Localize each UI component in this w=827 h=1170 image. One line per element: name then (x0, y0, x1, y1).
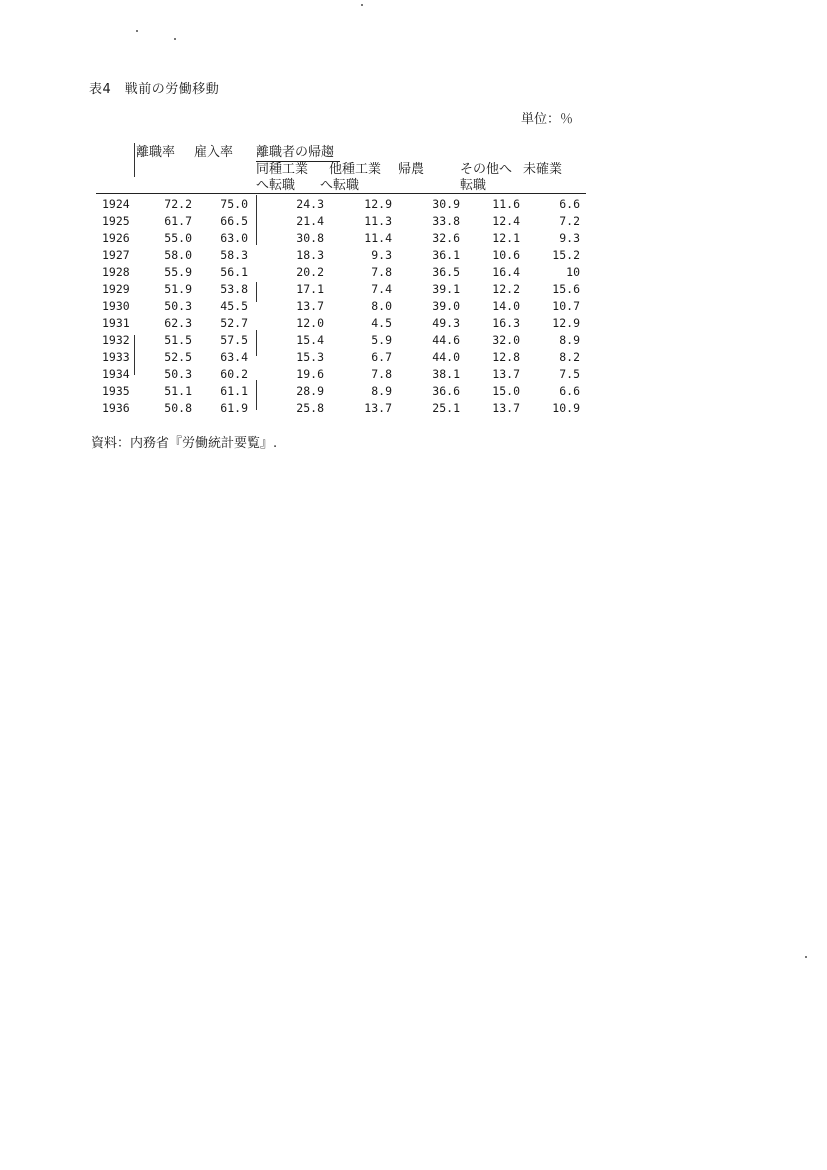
return-farm-cell: 25.1 (432, 401, 460, 415)
header-other-industry-line2: へ転職 (320, 178, 360, 193)
table-row (96, 297, 596, 314)
unit-label: 単位：％ (521, 112, 574, 127)
hiring-rate-cell: 61.9 (220, 401, 248, 415)
same-industry-cell: 12.0 (296, 316, 324, 330)
return-farm-cell: 44.6 (432, 333, 460, 347)
hiring-rate-cell: 75.0 (220, 197, 248, 211)
scan-speck (805, 956, 807, 958)
same-industry-cell: 19.6 (296, 367, 324, 381)
other-industry-cell: 11.4 (364, 231, 392, 245)
table-row (96, 314, 596, 331)
other-job-cell: 12.1 (492, 231, 520, 245)
table-row (96, 246, 596, 263)
hiring-rate-cell: 63.4 (220, 350, 248, 364)
header-same-industry-line2: へ転職 (256, 178, 296, 193)
year-cell: 1929 (102, 282, 130, 296)
return-farm-cell: 36.1 (432, 248, 460, 262)
other-industry-cell: 9.3 (371, 248, 392, 262)
header-separation-rate: 離職率 (136, 145, 176, 160)
scan-speck (361, 4, 363, 6)
same-industry-cell: 15.4 (296, 333, 324, 347)
other-industry-cell: 7.8 (371, 367, 392, 381)
other-job-cell: 14.0 (492, 299, 520, 313)
other-job-cell: 10.6 (492, 248, 520, 262)
table-row (96, 280, 596, 297)
header-other-job-line2: 転職 (460, 178, 487, 193)
data-table (96, 195, 596, 416)
same-industry-cell: 28.9 (296, 384, 324, 398)
other-industry-cell: 4.5 (371, 316, 392, 330)
table-row (96, 399, 596, 416)
same-industry-cell: 13.7 (296, 299, 324, 313)
unknown-cell: 7.2 (559, 214, 580, 228)
header-other-job: その他へ (460, 162, 513, 177)
other-job-cell: 11.6 (492, 197, 520, 211)
other-job-cell: 12.8 (492, 350, 520, 364)
table-row (96, 331, 596, 348)
unknown-cell: 15.2 (552, 248, 580, 262)
unknown-cell: 8.2 (559, 350, 580, 364)
header-rule (96, 193, 586, 194)
hiring-rate-cell: 57.5 (220, 333, 248, 347)
other-industry-cell: 13.7 (364, 401, 392, 415)
header-other-industry: 他種工業 (329, 162, 382, 177)
hiring-rate-cell: 63.0 (220, 231, 248, 245)
table-row (96, 229, 596, 246)
hiring-rate-cell: 45.5 (220, 299, 248, 313)
return-farm-cell: 44.0 (432, 350, 460, 364)
separation-rate-cell: 50.3 (164, 299, 192, 313)
other-job-cell: 32.0 (492, 333, 520, 347)
year-cell: 1928 (102, 265, 130, 279)
unknown-cell: 10 (566, 265, 580, 279)
same-industry-cell: 20.2 (296, 265, 324, 279)
source-note: 資料：内務省『労働統計要覧』. (91, 436, 278, 451)
separation-rate-cell: 62.3 (164, 316, 192, 330)
unknown-cell: 10.7 (552, 299, 580, 313)
same-industry-cell: 24.3 (296, 197, 324, 211)
hiring-rate-cell: 56.1 (220, 265, 248, 279)
return-farm-cell: 49.3 (432, 316, 460, 330)
return-farm-cell: 33.8 (432, 214, 460, 228)
unknown-cell: 15.6 (552, 282, 580, 296)
unknown-cell: 8.9 (559, 333, 580, 347)
scan-speck (174, 38, 176, 40)
other-industry-cell: 8.9 (371, 384, 392, 398)
unknown-cell: 6.6 (559, 384, 580, 398)
header-return-farm: 帰農 (398, 162, 425, 177)
separation-rate-cell: 52.5 (164, 350, 192, 364)
hiring-rate-cell: 61.1 (220, 384, 248, 398)
separation-rate-cell: 55.0 (164, 231, 192, 245)
hiring-rate-cell: 58.3 (220, 248, 248, 262)
table-row (96, 212, 596, 229)
year-cell: 1927 (102, 248, 130, 262)
other-industry-cell: 7.4 (371, 282, 392, 296)
return-farm-cell: 39.1 (432, 282, 460, 296)
header-same-industry: 同種工業 (256, 162, 309, 177)
other-job-cell: 13.7 (492, 401, 520, 415)
hiring-rate-cell: 66.5 (220, 214, 248, 228)
header-destination-group: 離職者の帰趨 (256, 145, 335, 160)
year-cell: 1935 (102, 384, 130, 398)
other-job-cell: 16.4 (492, 265, 520, 279)
return-farm-cell: 36.5 (432, 265, 460, 279)
separation-rate-cell: 50.8 (164, 401, 192, 415)
other-industry-cell: 5.9 (371, 333, 392, 347)
other-industry-cell: 6.7 (371, 350, 392, 364)
other-job-cell: 13.7 (492, 367, 520, 381)
other-job-cell: 16.3 (492, 316, 520, 330)
same-industry-cell: 25.8 (296, 401, 324, 415)
other-job-cell: 12.2 (492, 282, 520, 296)
year-cell: 1933 (102, 350, 130, 364)
separation-rate-cell: 55.9 (164, 265, 192, 279)
year-cell: 1934 (102, 367, 130, 381)
other-industry-cell: 7.8 (371, 265, 392, 279)
unknown-cell: 6.6 (559, 197, 580, 211)
table-row (96, 382, 596, 399)
year-cell: 1931 (102, 316, 130, 330)
scan-speck (136, 30, 138, 32)
group-underline (256, 161, 340, 162)
hiring-rate-cell: 53.8 (220, 282, 248, 296)
year-cell: 1930 (102, 299, 130, 313)
table-title: 表4 戦前の労働移動 (89, 82, 220, 97)
separation-rate-cell: 61.7 (164, 214, 192, 228)
separation-rate-cell: 50.3 (164, 367, 192, 381)
same-industry-cell: 30.8 (296, 231, 324, 245)
year-cell: 1926 (102, 231, 130, 245)
separation-rate-cell: 51.1 (164, 384, 192, 398)
header-hiring-rate: 雇入率 (194, 145, 234, 160)
column-divider (134, 143, 135, 177)
same-industry-cell: 17.1 (296, 282, 324, 296)
separation-rate-cell: 51.9 (164, 282, 192, 296)
return-farm-cell: 38.1 (432, 367, 460, 381)
hiring-rate-cell: 52.7 (220, 316, 248, 330)
return-farm-cell: 30.9 (432, 197, 460, 211)
year-cell: 1932 (102, 333, 130, 347)
return-farm-cell: 39.0 (432, 299, 460, 313)
return-farm-cell: 32.6 (432, 231, 460, 245)
separation-rate-cell: 58.0 (164, 248, 192, 262)
hiring-rate-cell: 60.2 (220, 367, 248, 381)
other-industry-cell: 11.3 (364, 214, 392, 228)
separation-rate-cell: 51.5 (164, 333, 192, 347)
unknown-cell: 10.9 (552, 401, 580, 415)
other-industry-cell: 8.0 (371, 299, 392, 313)
table-row (96, 365, 596, 382)
other-job-cell: 15.0 (492, 384, 520, 398)
year-cell: 1936 (102, 401, 130, 415)
unknown-cell: 9.3 (559, 231, 580, 245)
unknown-cell: 7.5 (559, 367, 580, 381)
year-cell: 1925 (102, 214, 130, 228)
return-farm-cell: 36.6 (432, 384, 460, 398)
other-job-cell: 12.4 (492, 214, 520, 228)
other-industry-cell: 12.9 (364, 197, 392, 211)
unknown-cell: 12.9 (552, 316, 580, 330)
separation-rate-cell: 72.2 (164, 197, 192, 211)
header-unknown: 未確業 (523, 162, 563, 177)
same-industry-cell: 15.3 (296, 350, 324, 364)
table-row (96, 195, 596, 212)
table-row (96, 263, 596, 280)
same-industry-cell: 21.4 (296, 214, 324, 228)
year-cell: 1924 (102, 197, 130, 211)
same-industry-cell: 18.3 (296, 248, 324, 262)
table-row (96, 348, 596, 365)
